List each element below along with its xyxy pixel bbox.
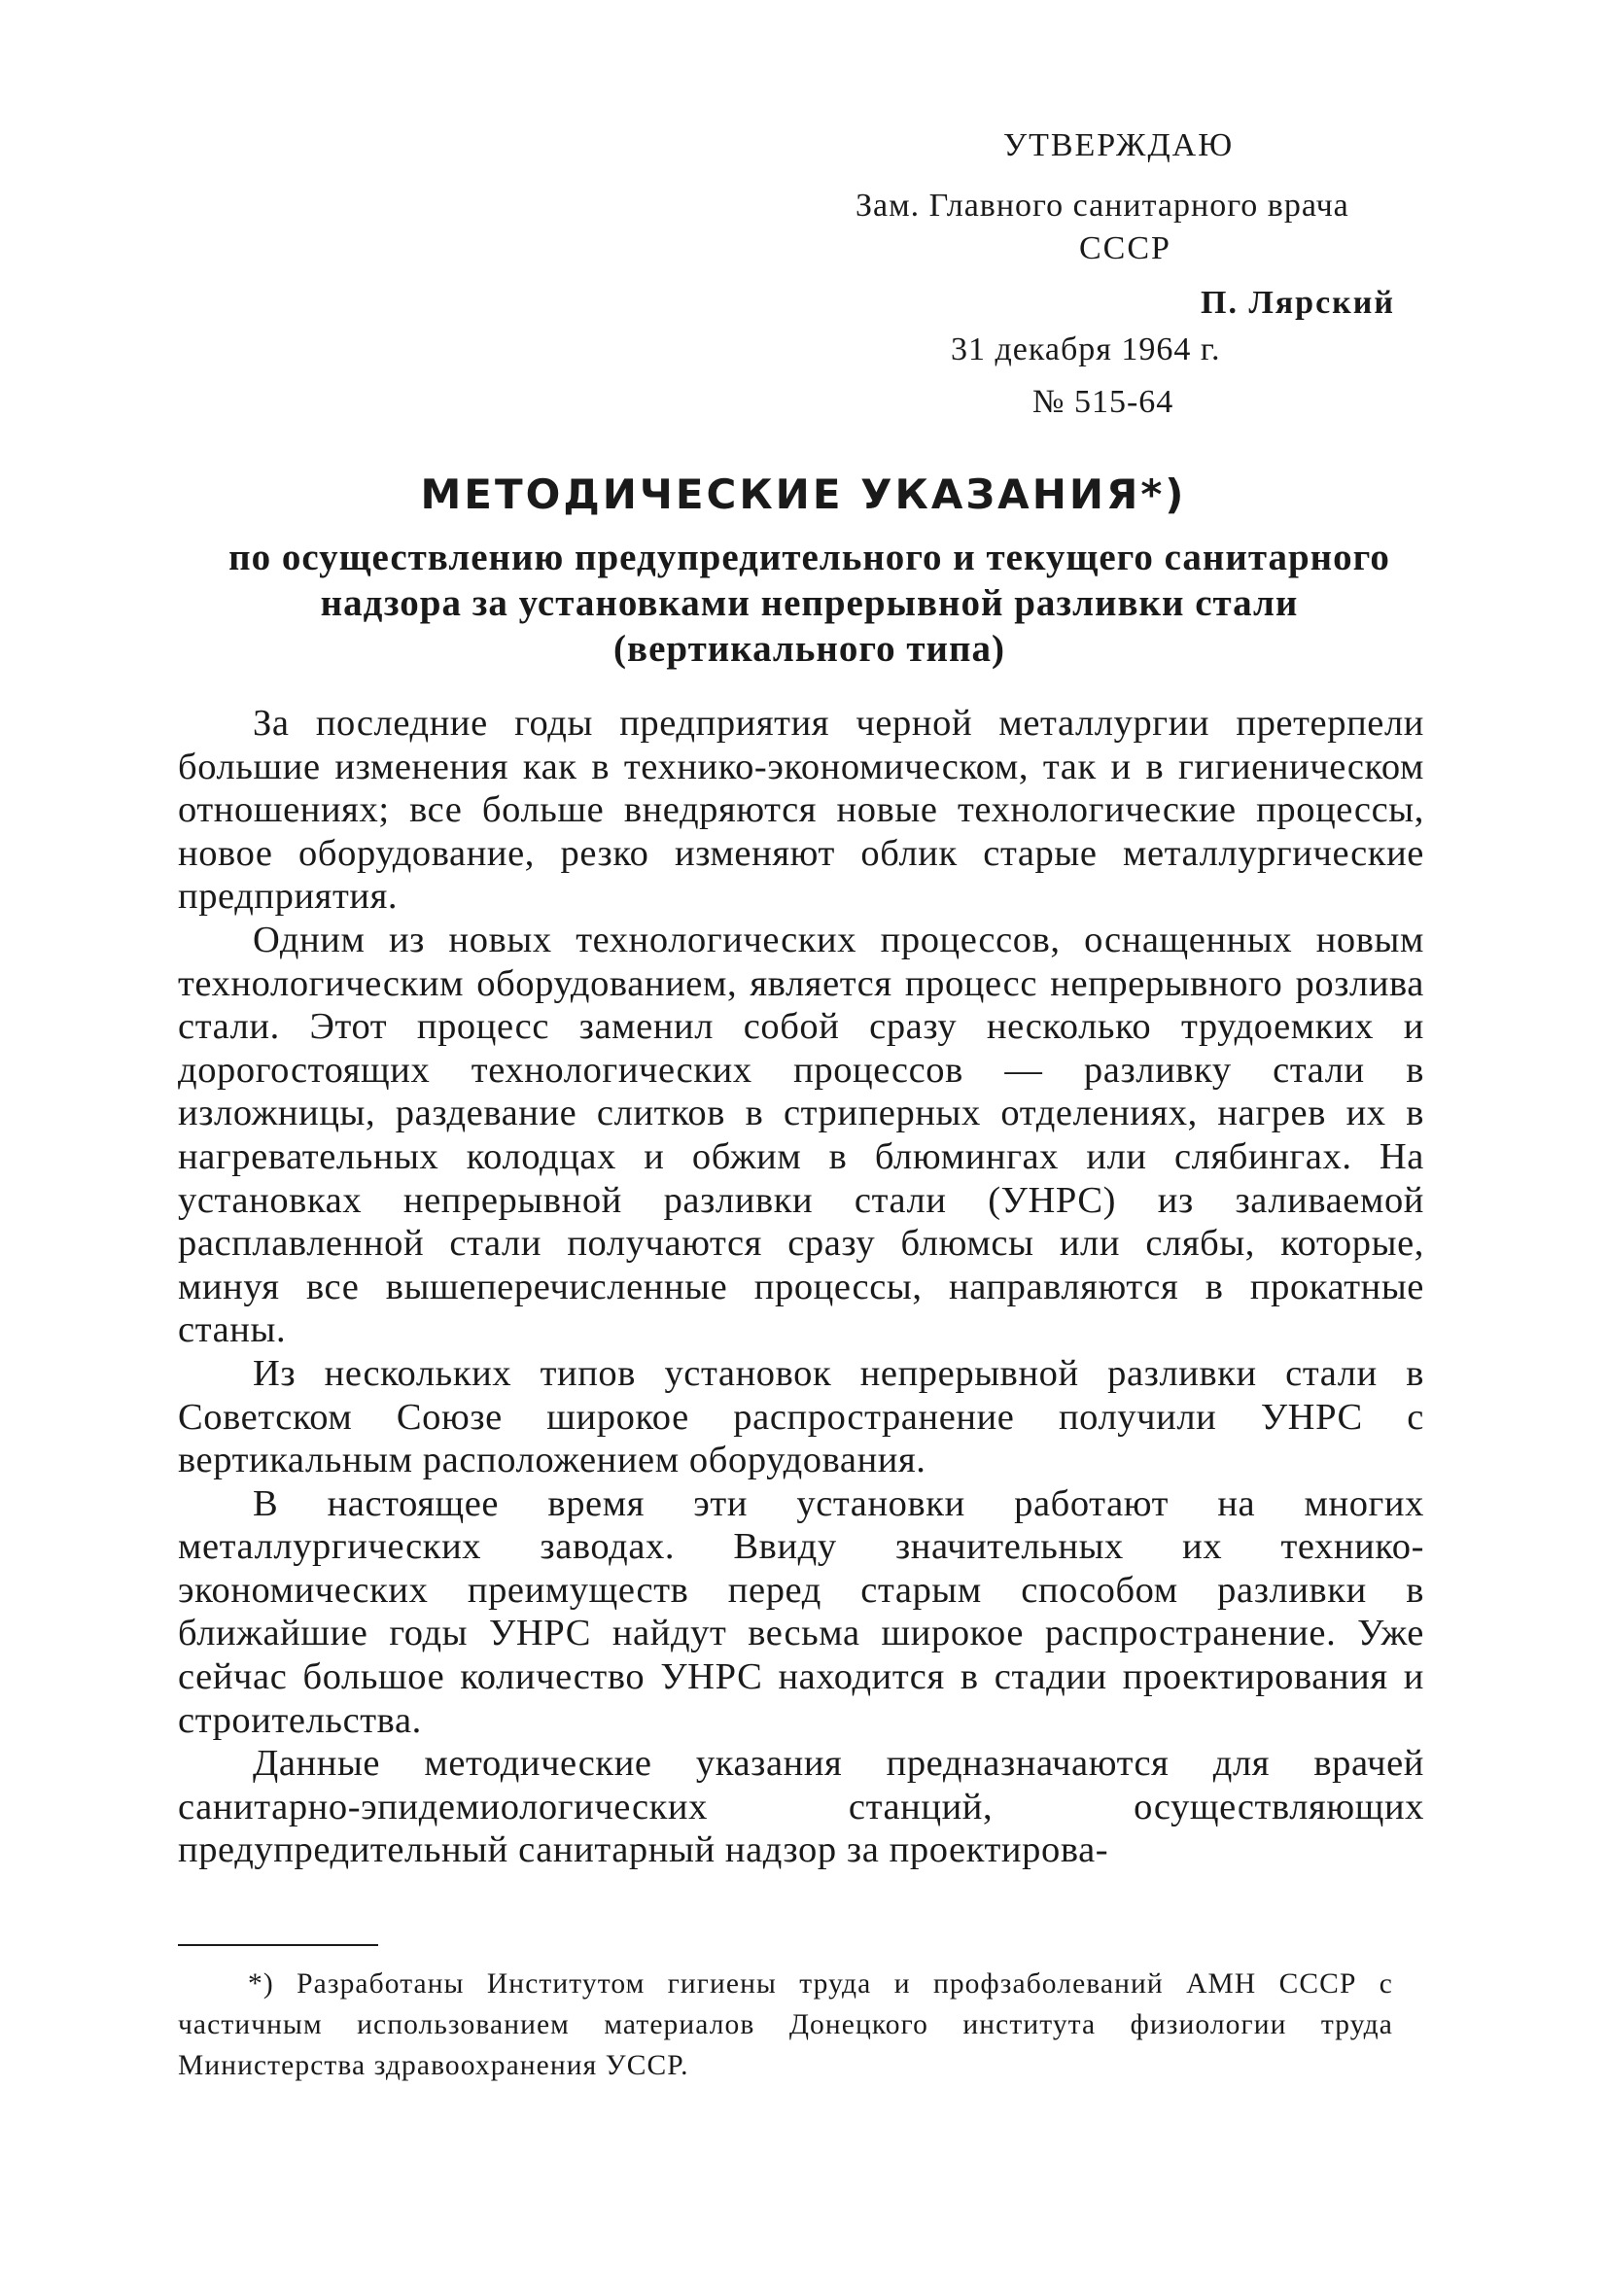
- document-subtitle: по осуществлению предупредительного и текущего санитарного надзора за установками непрерывной разливки стали (вертикального типа): [228, 537, 1390, 670]
- approver-country: СССР: [1079, 230, 1171, 266]
- footnote: [178, 1964, 1393, 2086]
- approval-date: 31 декабря 1964 г.: [951, 331, 1221, 367]
- approval-heading: УТВЕРЖДАЮ: [1003, 127, 1235, 163]
- approver-name: П. Лярский: [1201, 285, 1395, 321]
- footnote-divider: [178, 1944, 378, 1946]
- paragraph: Данные методические указания предназначаются для врачей санитарно-эпидемиологических станций, осуществляющих предупредительный санитарный надзор за проектирова-: [178, 1743, 1424, 1871]
- approver-position: Зам. Главного санитарного врача: [856, 188, 1349, 224]
- document-number: № 515-64: [1032, 384, 1174, 420]
- paragraph: За последние годы предприятия черной металлургии претерпели большие изменения как в технико-экономическом, так и в гигиеническом отношениях; все больше внедряются новые технологические процессы, новое оборудование, резко изменяют облик старые металлургические предприятия.: [178, 703, 1424, 918]
- paragraph: Одним из новых технологических процессов, оснащенных новым технологическим оборудованием, является процесс непрерывного розлива стали. Этот процесс заменил собой сразу несколько трудоемких и дорогостоящих технологических процессов — разливку стали в изложницы, раздевание слитков в стриперных отделениях, нагрев их в нагревательных колодцах и обжим в блюмингах или слябингах. На установках непрерывной разливки стали (УНРС) из заливаемой расплавленной стали получаются сразу блюмсы или слябы, которые, минуя все вышеперечисленные процессы, направляются в прокатные станы.: [178, 919, 1424, 1351]
- body-text: [178, 702, 1424, 1872]
- paragraph: Из нескольких типов установок непрерывной разливки стали в Советском Союзе широкое распространение получили УНРС с вертикальным расположением оборудования.: [178, 1352, 1424, 1481]
- footnote-text: *) Разработаны Институтом гигиены труда и профзаболеваний АМН СССР с частичным использованием материалов Донецкого института физиологии труда Министерства здравоохранения УССР.: [178, 1968, 1393, 2081]
- document-title: МЕТОДИЧЕСКИЕ УКАЗАНИЯ*): [420, 470, 1187, 518]
- paragraph: В настоящее время эти установки работают на многих металлургических заводах. Ввиду значительных их технико-экономических преимуществ перед старым способом разливки в ближайшие годы УНРС найдут весьма широкое распространение. Уже сейчас большое количество УНРС находится в стадии проектирования и строительства.: [178, 1482, 1424, 1741]
